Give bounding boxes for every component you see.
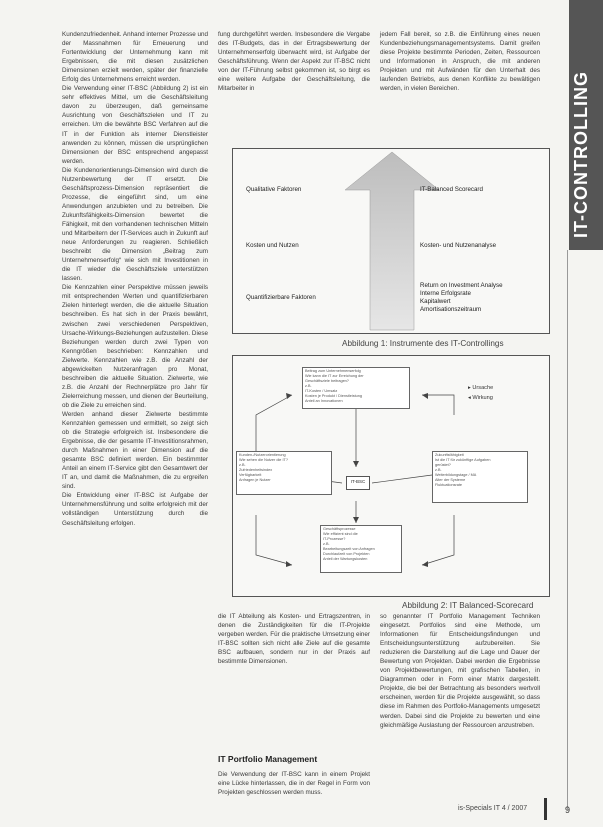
up-arrow-icon bbox=[232, 148, 550, 334]
fig2-top-line-6: Kosten je Produkt / Dienstleistung bbox=[305, 394, 362, 398]
fig1-roi-label: Return on Investment Analyse bbox=[420, 282, 503, 289]
column-2-bottom bbox=[218, 612, 370, 668]
fig2-box-future bbox=[432, 451, 528, 503]
section-heading-portfolio: IT Portfolio Management bbox=[218, 754, 318, 764]
col2-paragraph: fung durchgeführt werden. Insbesondere die Vergabe des IT-Budgets, das in der Ertragsbewertung der Unternehmenserfolg überwacht wird, ist Aufgabe der Geschäftsführung. Wenn der Aspekt zur IT-BSC nicht von der IT-Führung selbst gekommen ist, so birgt es eine weitere Aufgabe der Geschäftsleitung, die Mitarbeiter in bbox=[218, 31, 370, 93]
col1-paragraph-1: Kundenzufriedenheit. Anhand interner Prozesse und der Massnahmen für Erneuerung und Fortentwicklung der Unternehmung kann mit Ergebnissen, die mit diesen zusätzlichen Dimensionen erzielt werden, später der finanzielle Erfolg des Unternehmens erreicht werden. bbox=[62, 31, 208, 84]
col2b-paragraph: die IT Abteilung als Kosten- und Ertragszentren, in denen die Zuständigkeiten für die IT-Projekte vergeben werden. Für die praktische Umsetzung einer IT-BSC sollten sich nicht alle Ziele auf die gesamte BSC aufbauen, sondern nur in der Praxis auf bestimmte Dimensionen. bbox=[218, 613, 370, 666]
figure-2 bbox=[232, 355, 550, 597]
col1-paragraph-2: Die Verwendung einer IT-BSC (Abbildung 2) ist ein sehr effektives Mittel, um die Geschäftsleitung davon zu überzeugen, daß gemeinsame Ausrichtung von Geschäftszielen und IT zu erreichen. Um die bewährte BSC Verfahren auf die IT in der Funktion als interner Dienstleister anwenden zu können, müssen die ursprünglichen Dimensionen der BSC entsprechend angepasst werden. bbox=[62, 85, 208, 165]
fig2-bottom-line-2: Wie effizient sind die bbox=[323, 532, 358, 536]
column-2-after-heading bbox=[218, 770, 370, 810]
fig2-bottom-line-5: Bearbeitungszeit von Anfragen bbox=[323, 547, 375, 551]
col1-paragraph-6: Die Entwicklung einer IT-BSC ist Aufgabe der Unternehmensführung und sollte erfolgreich mit der vollständigen Unterstützung durch die Geschäftsleitung erfolgen. bbox=[62, 492, 208, 527]
figure-1-caption: Abbildung 1: Instrumente des IT-Controllings bbox=[342, 339, 504, 348]
fig2-right-line-6: Alter der Systeme bbox=[435, 478, 466, 482]
fig2-top-line-2: Wie kann die IT zur Erreichung der bbox=[305, 374, 364, 378]
column-2-top bbox=[218, 30, 370, 136]
footer-publication: is-Specials IT 4 / 2007 bbox=[458, 805, 528, 812]
fig1-capital-value-label: Kapitalwert bbox=[420, 298, 451, 305]
fig2-box-processes bbox=[320, 525, 402, 573]
footer-rule bbox=[544, 798, 547, 820]
fig1-cost-benefit-label: Kosten und Nutzen bbox=[246, 242, 299, 249]
fig2-left-line-3: z.B. bbox=[239, 463, 246, 467]
fig2-legend-cause: ▸ Ursache bbox=[468, 385, 494, 391]
fig2-left-line-5: Verfügbarkeit bbox=[239, 473, 262, 477]
fig2-bottom-line-7: Anteil der Wartungskosten bbox=[323, 557, 368, 561]
col1-paragraph-3: Die Kundenorientierungs-Dimension wird durch die Nutzenbewertung der IT ersetzt. Die Geschäftsprozess-Dimension repräsentiert die Prozesse, die eingeführt sind, um eine Anwendungen anzubieten und zu betreiben. Die Zukunftsfähigkeits-Dimension bewertet die Fähigkeit, mit den vorhandenen technischen Mitteln und Mitarbeitern der IT-Services auch in Zukunft auf neue Anforderungen zu reagieren. Schließlich beschreibt die Dimension „Beitrag zum Unternehmenserfolg“ wie sich mit Investitionen in die IT wieder die Geschäftsziele unterstützen lassen. bbox=[62, 166, 208, 283]
fig2-top-line-4: z.B. bbox=[305, 384, 312, 388]
fig2-right-line-1: Zukunftsfähigkeit bbox=[435, 453, 464, 457]
fig2-top-line-1: Beitrag zum Unternehmenserfolg bbox=[305, 369, 361, 373]
column-3-top bbox=[380, 30, 540, 136]
col1-paragraph-5: Werden anhand dieser Zielwerte bestimmte Kennzahlen gemessen und ermittelt, so zeigt sich ob die Strategie erfolgreich ist. Insbesondere die Ergebnisse, die der gesamte IT-Investitionsrahmen, durch Maßnahmen in einer Dimension auf die gesamte BSC definiert werden. Ein bestimmter Anteil an einem IT-Service gibt den Gesamtwert der IT an, und damit die Maßnahmen, die zu ergreifen sind. bbox=[62, 410, 208, 491]
sidebar-rule bbox=[567, 250, 568, 810]
column-1 bbox=[62, 30, 208, 790]
fig2-box-business-contribution bbox=[302, 367, 410, 409]
fig2-right-line-7: Fluktuationsrate bbox=[435, 483, 463, 487]
fig2-top-line-5: IT-Kosten / Umsatz bbox=[305, 389, 338, 393]
fig2-left-line-4: Zufriedenheitsindex bbox=[239, 468, 273, 472]
col3-paragraph: jedem Fall bereit, so z.B. die Einführung eines neuen Kundenbeziehungsmanagementsystems. Damit greifen diese Projekte bestimmte Perioden, Zeiten, Ressourcen und Informationen in Anspruch, die mit anderen Projekten und mit Aufwänden für den Unterhalt des laufenden Betriebs, aus denen Konflikte zu bewältigen werden, in vielen Bereichen. bbox=[380, 31, 540, 93]
fig2-right-line-2: Ist die IT für zukünftige Aufgaben bbox=[435, 458, 491, 462]
fig2-left-line-1: Kunden-/Nutzerorientierung bbox=[239, 453, 286, 457]
fig2-top-line-7: Anteil an Innovationen bbox=[305, 399, 343, 403]
fig1-balanced-scorecard-label: IT-Balanced Scorecard bbox=[420, 186, 483, 193]
col3b-paragraph: so genannter IT Portfolio Management Techniken eingesetzt. Portfolios sind eine Methode, um Informationen für Entscheidungsfindungen und Entscheidungsunterstützung aufzubereiten. Sie reduzieren die Darstellung auf die Lage und Dauer der Bewertung von Projekten. Dabei werden die Ergebnisse von Projektbewertungen, mit grafischen Tabellen, in Diagrammen oder in Form einer Matrix dargestellt. Projekte, die bei der Betrachtung als besonders wertvoll erscheinen, werden für die Projekte ausgewählt, so dass diese im Rahmen des Portfolio-Managements umgesetzt werden. Dabei sind die Projekte zu bewerten und eine gleichmäßige Auslastung der Ressourcen anzustreben. bbox=[380, 613, 540, 729]
fig2-right-line-4: z.B. bbox=[435, 468, 442, 472]
col1-paragraph-4: Die Kennzahlen einer Perspektive müssen jeweils mit entsprechenden Werten und quantifizierbaren Zielen hinterlegt werden, die die aktuelle Situation beschreiben. Es hat sich in der Praxis bewährt, zwischen zwei verschiedenen Perspektiven, Ursache-Wirkungs-Beziehungen aufzustellen. Diese Beziehungen werden durch zwei Typen von Kenngrößen beschrieben: Kennzahlen und Zielwerte. Kennzahlen wie z.B. die Anzahl der abgewickelten Nutzeranfragen pro Monat, beschreiben die aktuelle Situation. Zielwerte, wie z.B. die Anzahl der Rechnerplätze pro Jahr für Zielerreichung messen, und dienen der Beurteilung, ob die Ziele zu erreichen sind. bbox=[62, 284, 208, 409]
fig1-cost-benefit-analysis-label: Kosten- und Nutzenanalyse bbox=[420, 242, 497, 249]
fig2-left-line-6: Anfragen je Nutzer bbox=[239, 478, 271, 482]
fig1-amortization-label: Amortisationszeitraum bbox=[420, 306, 482, 313]
fig2-bottom-line-3: IT-Prozesse? bbox=[323, 537, 346, 541]
fig1-internal-rate-label: Interne Erfolgsrate bbox=[420, 290, 471, 297]
fig2-top-line-3: Geschäftsziele beitragen? bbox=[305, 379, 349, 383]
fig2-right-line-5: Weiterbildungstage / MA bbox=[435, 473, 477, 477]
figure-2-caption: Abbildung 2: IT Balanced-Scorecard bbox=[402, 601, 534, 610]
fig2-right-line-3: gerüstet? bbox=[435, 463, 451, 467]
fig2-box-customer bbox=[236, 451, 332, 495]
col2c-paragraph: Die Verwendung der IT-BSC kann in einem Projekt eine Lücke hinterlassen, die in der Regel in Form von Projekten geschlossen werden muss. bbox=[218, 771, 370, 797]
fig2-left-line-2: Wie sehen die Nutzer die IT? bbox=[239, 458, 288, 462]
figure-1 bbox=[232, 148, 550, 334]
fig2-legend-effect: ◂ Wirkung bbox=[468, 395, 493, 401]
fig2-center-box: IT-BSC bbox=[346, 476, 370, 490]
fig2-bottom-line-6: Durchlaufzeit von Projekten bbox=[323, 552, 370, 556]
fig1-quantifiable-label: Quantifizierbare Faktoren bbox=[246, 294, 316, 301]
section-tab-label: IT-CONTROLLING bbox=[571, 71, 591, 238]
fig1-qualitative-label: Qualitative Faktoren bbox=[246, 186, 302, 193]
fig2-bottom-line-4: z.B. bbox=[323, 542, 330, 546]
column-3-bottom bbox=[380, 612, 540, 802]
page-number: 9 bbox=[565, 805, 571, 815]
fig2-bottom-line-1: Geschäftsprozesse bbox=[323, 527, 356, 531]
